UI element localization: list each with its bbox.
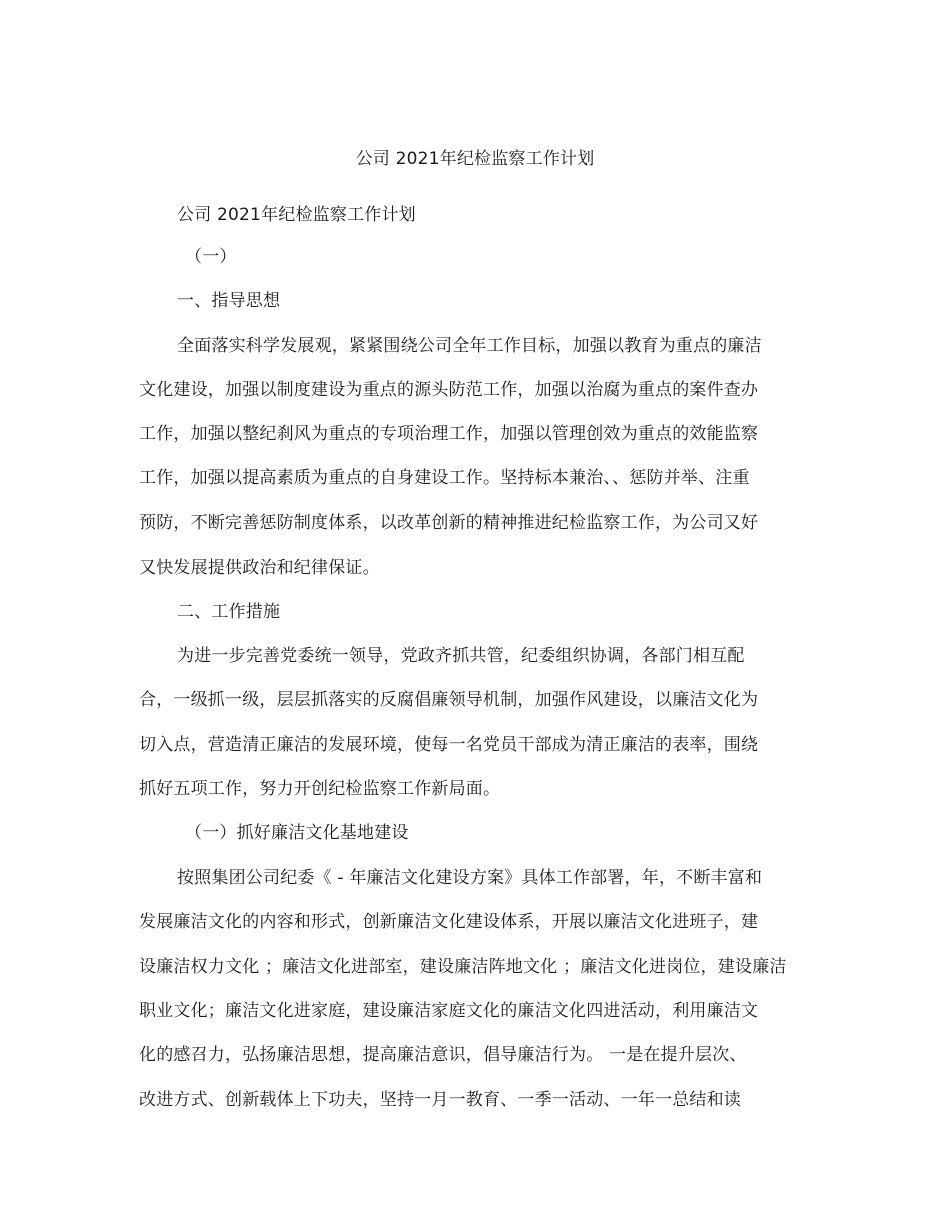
document-title: 公司 2021年纪检监察工作计划 bbox=[355, 149, 595, 169]
paragraph-line: 全面落实科学发展观，紧紧围绕公司全年工作目标，加强以教育为重点的廉洁 bbox=[177, 336, 762, 356]
paragraph-line: 改进方式、创新载体上下功夫，坚持一月一教育、一季一活动、一年一总结和读 bbox=[139, 1090, 741, 1110]
paragraph-line: 又快发展提供政治和纪律保证。 bbox=[139, 558, 380, 578]
paragraph-line: 化的感召力，弘扬廉洁思想，提高廉洁意识，倡导廉洁行为。 一是在提升层次、 bbox=[139, 1045, 747, 1065]
paragraph-line: 职业文化；廉洁文化进家庭，建设廉洁家庭文化的廉洁文化四进活动，利用廉洁文 bbox=[139, 1001, 759, 1021]
paragraph-line: 工作，加强以提高素质为重点的自身建设工作。坚持标本兼治、、惩防并举、注重 bbox=[139, 468, 750, 488]
paragraph-line: 为进一步完善党委统一领导，党政齐抓共管，纪委组织协调，各部门相互配 bbox=[177, 646, 745, 666]
subheading-integrity-culture: （一）抓好廉洁文化基地建设 bbox=[185, 823, 409, 843]
paragraph-line: 工作，加强以整纪刹风为重点的专项治理工作，加强以管理创效为重点的效能监察 bbox=[139, 424, 759, 444]
paragraph-line: 按照集团公司纪委《 - 年廉洁文化建设方案》具体工作部署，年，不断丰富和 bbox=[177, 868, 763, 888]
paragraph-line: 抓好五项工作，努力开创纪检监察工作新局面。 bbox=[139, 779, 501, 799]
heading-guiding-thought: 一、指导思想 bbox=[177, 291, 281, 311]
paragraph-line: 设廉洁权力文化 ；廉洁文化进部室，建设廉洁阵地文化 ；廉洁文化进岗位，建设廉洁 bbox=[139, 957, 787, 977]
paragraph-line: 合，一级抓一级，层层抓落实的反腐倡廉领导机制，加强作风建设，以廉洁文化为 bbox=[139, 690, 759, 710]
section-marker: （一） bbox=[185, 247, 237, 267]
paragraph-line: 发展廉洁文化的内容和形式，创新廉洁文化建设体系，开展以廉洁文化进班子，建 bbox=[139, 912, 759, 932]
heading-work-measures: 二、工作措施 bbox=[177, 602, 281, 622]
paragraph-line: 预防，不断完善惩防制度体系，以改革创新的精神推进纪检监察工作，为公司又好 bbox=[139, 513, 759, 533]
subtitle-line: 公司 2021年纪检监察工作计划 bbox=[177, 205, 416, 225]
paragraph-line: 文化建设，加强以制度建设为重点的源头防范工作，加强以治腐为重点的案件查办 bbox=[139, 380, 759, 400]
paragraph-line: 切入点，营造清正廉洁的发展环境，使每一名党员干部成为清正廉洁的表率，围绕 bbox=[139, 735, 759, 755]
